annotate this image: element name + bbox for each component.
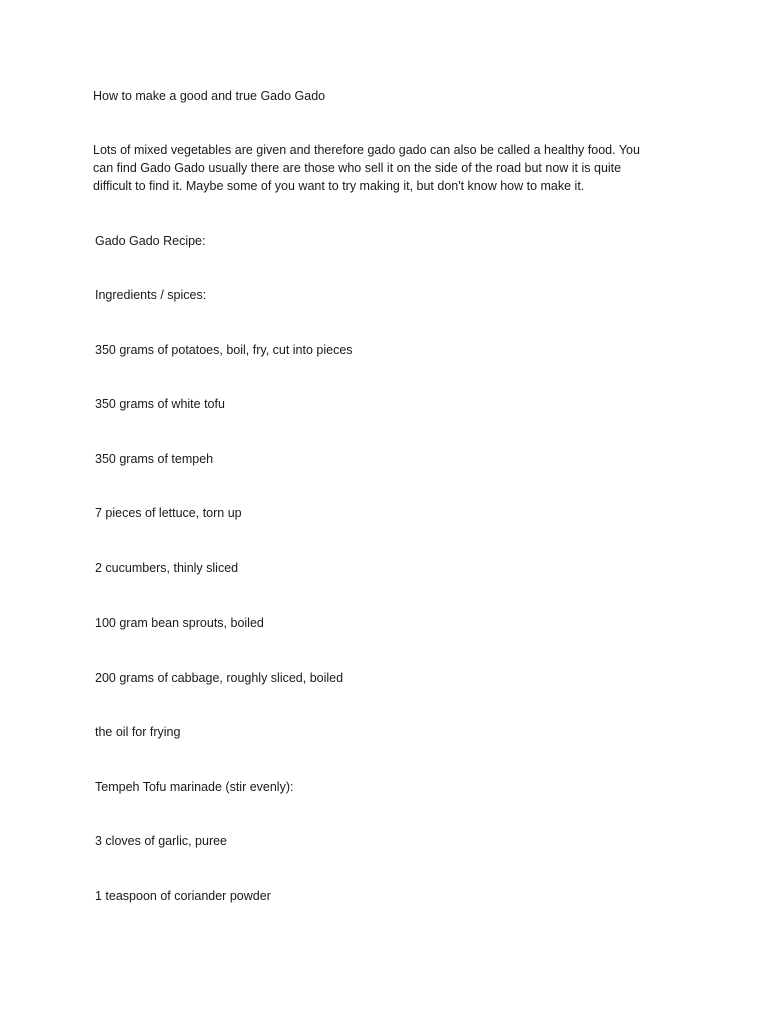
intro-line: Lots of mixed vegetables are given and therefore gado gado can also be called a healthy food. You [93,143,640,157]
intro-line: can find Gado Gado usually there are those who sell it on the side of the road but now it is quite [93,161,622,175]
intro-paragraph [93,141,673,195]
document-title: How to make a good and true Gado Gado [93,89,326,103]
ingredient-item: 350 grams of white tofu [95,397,225,411]
marinade-heading: Tempeh Tofu marinade (stir evenly): [95,780,294,794]
ingredient-item: 7 pieces of lettuce, torn up [95,506,242,520]
ingredient-item: 100 gram bean sprouts, boiled [95,616,264,630]
recipe-heading: Gado Gado Recipe: [95,234,206,248]
ingredients-heading: Ingredients / spices: [95,288,207,302]
ingredient-item: 350 grams of tempeh [95,452,214,466]
ingredient-item: the oil for frying [95,725,181,739]
ingredient-item: 2 cucumbers, thinly sliced [95,561,239,575]
ingredient-item: 200 grams of cabbage, roughly sliced, boiled [95,671,344,685]
marinade-item: 3 cloves of garlic, puree [95,834,228,848]
marinade-item: 1 teaspoon of coriander powder [95,889,271,903]
ingredient-item: 350 grams of potatoes, boil, fry, cut into pieces [95,343,353,357]
intro-line: difficult to find it. Maybe some of you want to try making it, but don't know how to make it. [93,179,585,193]
